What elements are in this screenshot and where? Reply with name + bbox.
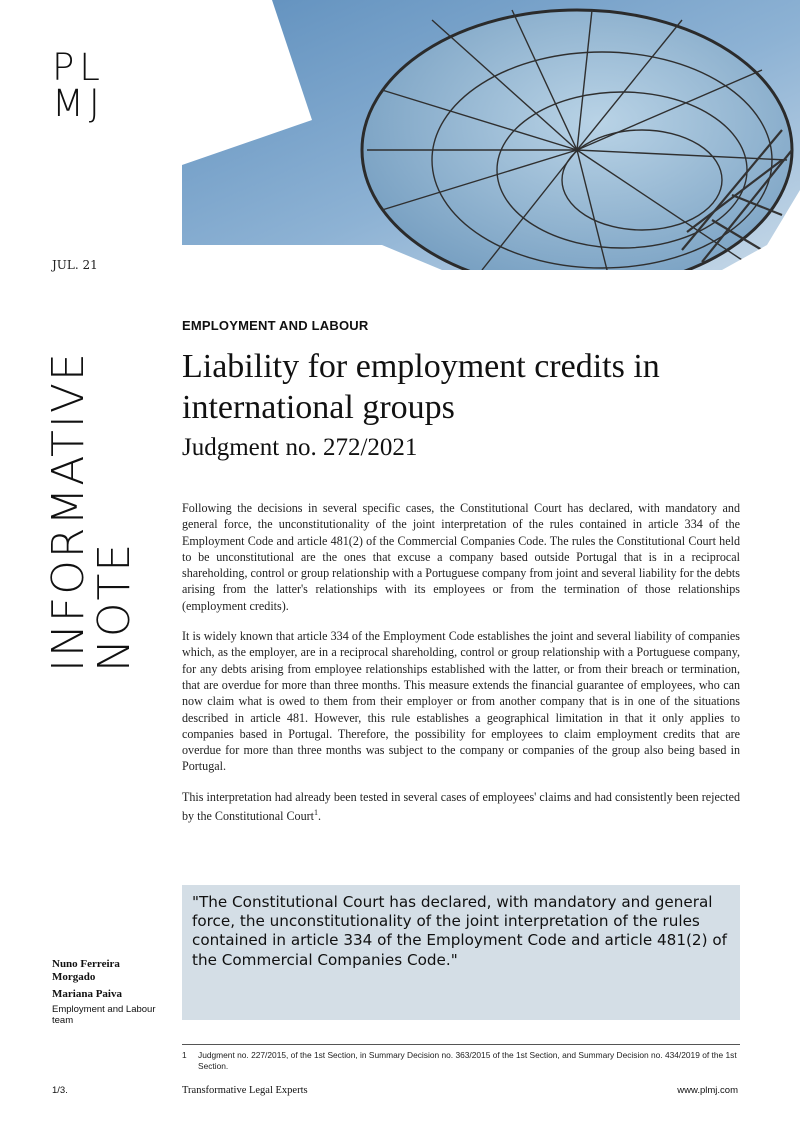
document-title: Liability for employment credits in international groups	[182, 348, 660, 426]
logo-line-1: PL	[52, 46, 105, 89]
author-name: Mariana Paiva	[52, 988, 122, 1000]
footnote-reference[interactable]: 1	[314, 808, 319, 818]
hero-image-radio-telescope	[182, 0, 800, 270]
paragraph: It is widely known that article 334 of the Employment Code establishes the joint and several liability of companies which, as the employer, are in a reciprocal shareholding, control or group relationship with a Portuguese company, for any debts arising from employee relationships established with the latter, or from their breach or termination, that are overdue for more than three months. This measure extends the financial guarantee of employees, who can now claim what is owed to them from their employer or from another company that is in one of the situations described in article 481. However, this rule establishes a geographical limitation in that it only applies to companies based in Portugal. Therefore, the possibility for employees to claim employment credits that are overdue for more than three months was subject to the company or companies of the group also being based in Portugal.	[182, 629, 740, 774]
footnote	[182, 1050, 740, 1072]
authors-block	[52, 958, 162, 1026]
footnote-number: 1	[182, 1050, 187, 1060]
document-subtitle: Judgment no. 272/2021	[182, 434, 418, 461]
team-name: Employment and Labour team	[52, 1004, 156, 1026]
footer-tagline: Transformative Legal Experts	[182, 1085, 308, 1096]
page-number: 1/3.	[52, 1085, 68, 1096]
hero-illustration	[182, 0, 800, 270]
paragraph-text: This interpretation had already been tested in several cases of employees' claims and had consistently been rejected by the Constitutional Court	[182, 789, 740, 824]
vertical-label-line-1: INFORMATIVE	[43, 351, 94, 672]
website-link[interactable]: www.plmj.com	[677, 1085, 738, 1096]
publication-date: JUL. 21	[52, 258, 98, 272]
paragraph: This interpretation had already been tested in several cases of employees' claims and had consistently been rejected by the Constitutional Court$^1$.	[182, 789, 740, 824]
logo-line-2: MJ	[52, 82, 105, 125]
vertical-label-line-2: NOTE	[89, 541, 140, 672]
author-name: Nuno Ferreira Morgado	[52, 958, 120, 983]
footnote-divider	[182, 1044, 740, 1045]
article-body	[182, 500, 740, 838]
paragraph: Following the decisions in several specific cases, the Constitutional Court has declared, with mandatory and general force, the unconstitutionality of the joint interpretation of the rules contained in article 334 of the Employment Code and article 481(2) of the Commercial Companies Code. The rules the Constitutional Court held to be unconstitutional are the ones that excuse a company based outside Portugal that is in a reciprocal shareholding, control or group relationship with a Portuguese company from joint and several liability for the debts arising from the latter's relationships with its employees or from the termination of those relationships (employment credits).	[182, 501, 740, 613]
informative-note-label	[43, 312, 140, 672]
plmj-logo	[52, 46, 134, 125]
category-label: EMPLOYMENT AND LABOUR	[182, 318, 369, 333]
pull-quote: "The Constitutional Court has declared, with mandatory and general force, the unconstitutionality of the joint interpretation of the rules contained in article 334 of the Employment Code and article 481(2) of the Commercial Companies Code."	[182, 885, 740, 1020]
footnote-text: Judgment no. 227/2015, of the 1st Section, in Summary Decision no. 363/2015 of the 1st Section, and Summary Decision no. 434/2019 of the 1st Section.	[198, 1050, 737, 1071]
